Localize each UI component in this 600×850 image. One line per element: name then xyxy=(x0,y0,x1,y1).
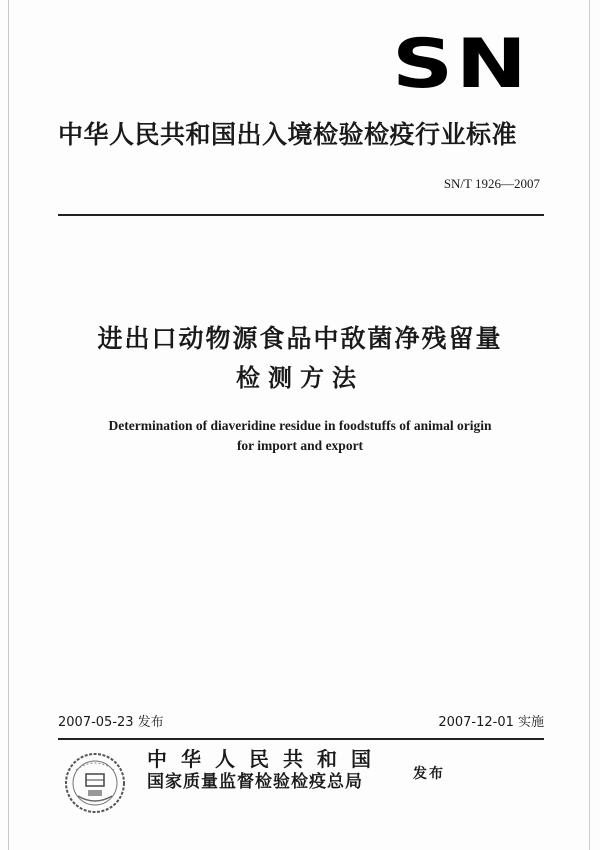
issue-date: 2007-05-23 发布 xyxy=(58,715,164,730)
official-seal-icon xyxy=(64,752,126,814)
footer-divider xyxy=(58,738,544,740)
title-english xyxy=(0,416,600,456)
implementation-date: 2007-12-01 实施 xyxy=(438,715,544,730)
publisher-block xyxy=(147,747,385,793)
title-chinese-line2: 检测方法 xyxy=(236,364,364,392)
title-chinese-line1: 进出口动物源食品中敌菌净残留量 xyxy=(97,324,503,353)
title-english-line1: Determination of diaveridine residue in foodstuffs of animal origin xyxy=(108,418,492,433)
publisher-country: 中华人民共和国 xyxy=(147,747,385,771)
publish-action: 发布 xyxy=(413,766,445,782)
publisher-agency: 国家质量监督检验检疫总局 xyxy=(147,772,363,792)
sn-logo: SN xyxy=(392,25,530,104)
title-english-line2: for import and export xyxy=(236,438,364,453)
organization-header: 中华人民共和国出入境检验检疫行业标准 xyxy=(58,120,518,149)
standard-number: SN/T 1926—2007 xyxy=(443,176,540,191)
header-divider xyxy=(58,214,544,216)
